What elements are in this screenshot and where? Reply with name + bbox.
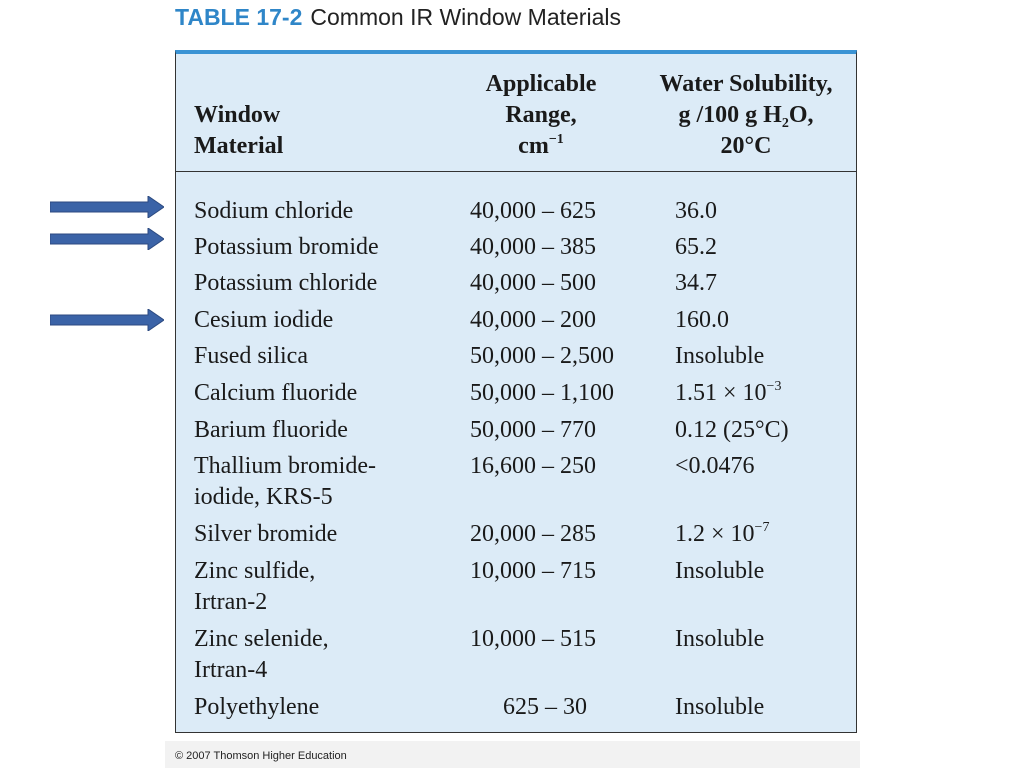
range-cell: 40,000 – 200 <box>470 307 596 333</box>
range-cell: 10,000 – 515 <box>470 626 596 652</box>
range-cell: 20,000 – 285 <box>470 521 596 547</box>
solubility-cell: Insoluble <box>675 626 765 652</box>
solubility-cell: 34.7 <box>675 270 717 296</box>
solubility-cell: <0.0476 <box>675 453 755 479</box>
header-applicable-range: Applicable Range, $cm^{-1}$ <box>485 71 597 159</box>
header-divider <box>176 171 856 172</box>
range-cell: 40,000 – 625 <box>470 198 596 224</box>
copyright-text: © 2007 Thomson Higher Education <box>175 750 347 762</box>
solubility-cell: 36.0 <box>675 198 717 224</box>
copyright-footer <box>165 741 860 768</box>
material-cell: Cesium iodide <box>194 307 334 333</box>
material-cell: Sodium chloride <box>194 198 354 224</box>
range-cell: 625 – 30 <box>503 694 587 720</box>
material-cell: Calcium fluoride <box>194 380 358 406</box>
solubility-cell: Insoluble <box>675 558 765 584</box>
ir-window-table <box>175 50 857 733</box>
material-cell: Barium fluoride <box>194 417 348 443</box>
material-cell: Potassium bromide <box>194 234 379 260</box>
range-cell: 16,600 – 250 <box>470 453 596 479</box>
material-cell: Zinc sulfide, Irtran-2 <box>194 558 316 615</box>
material-cell: Thallium bromide- iodide, KRS-5 <box>194 453 376 510</box>
material-cell: Potassium chloride <box>194 270 378 296</box>
material-cell: Silver bromide <box>194 521 338 547</box>
solubility-cell: Insoluble <box>675 343 765 369</box>
range-cell: 40,000 – 385 <box>470 234 596 260</box>
range-cell: 40,000 – 500 <box>470 270 596 296</box>
solubility-cell: 160.0 <box>675 307 729 333</box>
solubility-cell: $1.2 \times 10^{-7}$ <box>675 520 770 547</box>
arrow-icon <box>50 309 164 331</box>
solubility-cell: Insoluble <box>675 694 765 720</box>
solubility-cell: 0.12 (25°C) <box>675 417 789 443</box>
material-cell: Fused silica <box>194 343 308 369</box>
solubility-cell: $1.51 \times 10^{-3}$ <box>675 379 782 406</box>
table-caption: Common IR Window Materials <box>310 4 621 30</box>
table-number: TABLE 17-2 <box>175 4 303 30</box>
material-cell: Zinc selenide, Irtran-4 <box>194 626 329 683</box>
range-cell: 50,000 – 2,500 <box>470 343 614 369</box>
table-title <box>175 4 621 31</box>
solubility-cell: 65.2 <box>675 234 717 260</box>
header-window-material: Window Material <box>194 102 284 159</box>
header-water-solubility: Water Solubility, g /100 g $H_2O$, 20°C <box>659 71 833 159</box>
range-cell: 50,000 – 770 <box>470 417 596 443</box>
arrow-icon <box>50 228 164 250</box>
arrow-icon <box>50 196 164 218</box>
material-cell: Polyethylene <box>194 694 320 720</box>
range-cell: 10,000 – 715 <box>470 558 596 584</box>
range-cell: 50,000 – 1,100 <box>470 380 614 406</box>
